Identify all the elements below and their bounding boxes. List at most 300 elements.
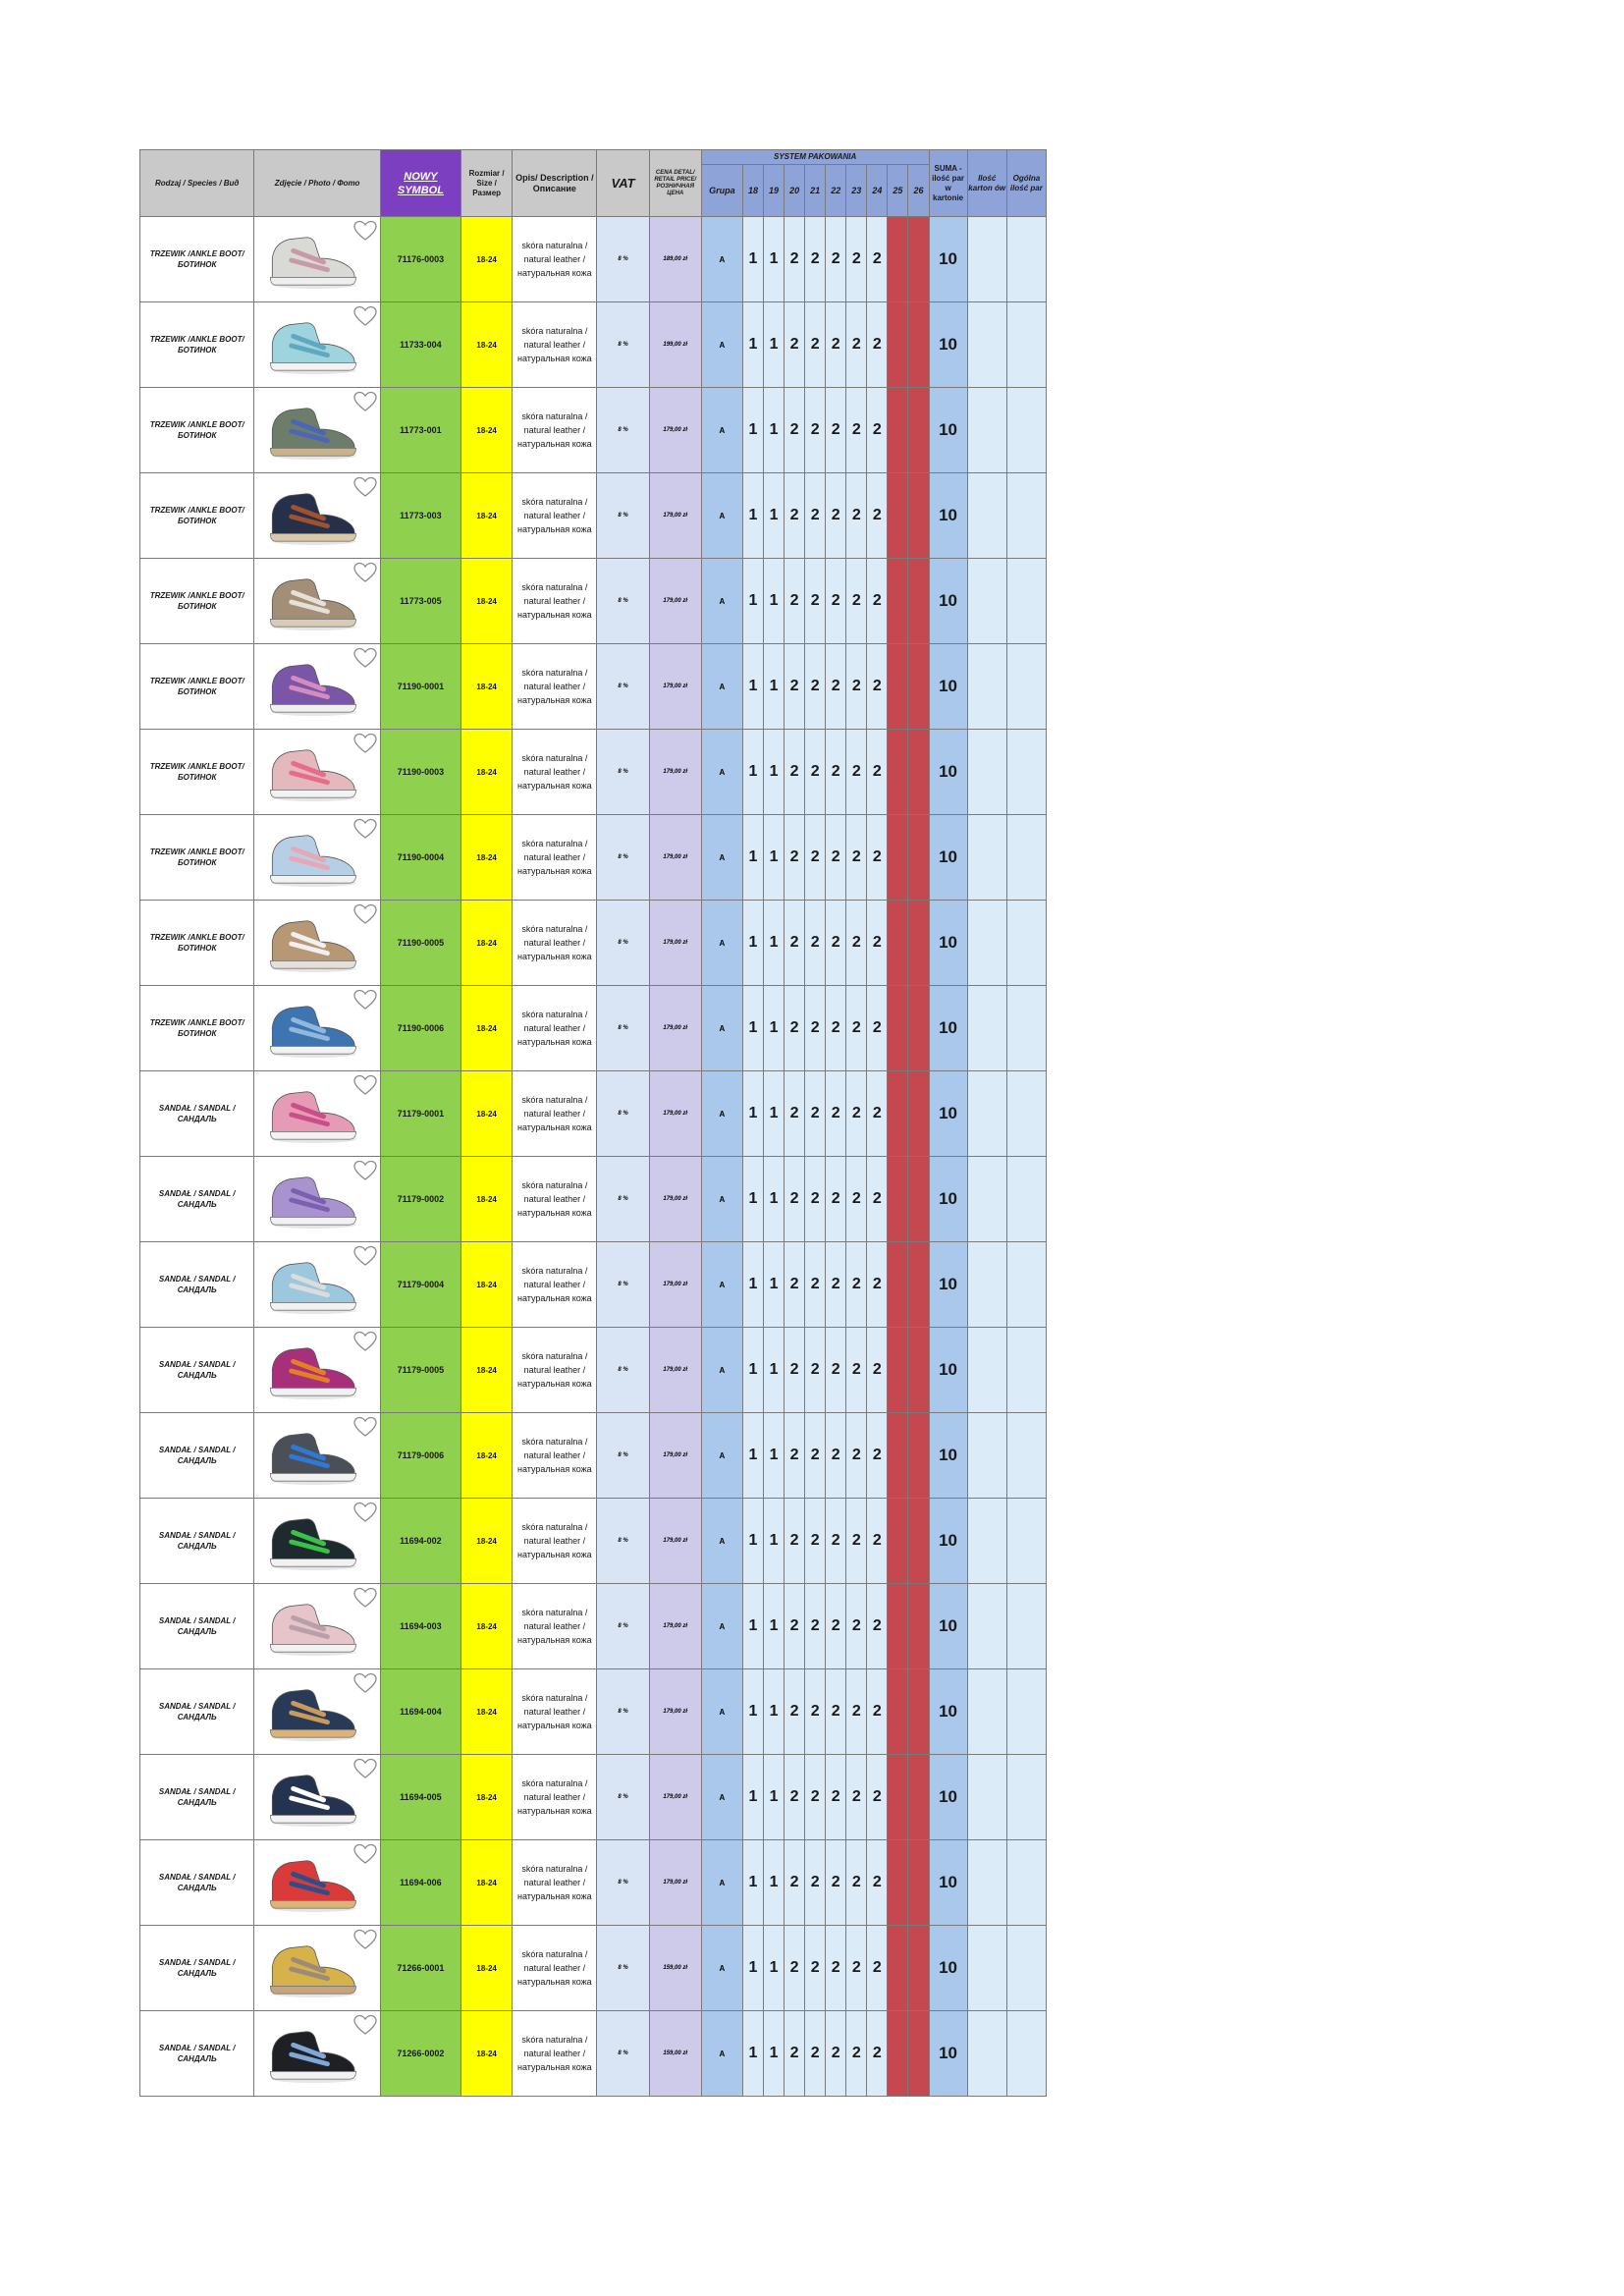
product-photo: [254, 1840, 380, 1926]
pack-qty-size-26: [908, 986, 929, 1071]
pack-qty-size-19: 1: [764, 388, 785, 473]
product-symbol: 71179-0006: [380, 1413, 460, 1499]
header-size-24: 24: [867, 165, 888, 217]
pairs-per-carton: 10: [929, 1926, 967, 2011]
pack-qty-size-20: 2: [785, 730, 805, 815]
pack-qty-size-19: 1: [764, 1157, 785, 1242]
pairs-per-carton: 10: [929, 388, 967, 473]
total-pairs-input[interactable]: [1006, 1242, 1046, 1328]
product-vat: 8 %: [597, 901, 649, 986]
pack-qty-size-26: [908, 559, 929, 644]
heart-outline-icon[interactable]: [353, 476, 377, 498]
header-size-22: 22: [826, 165, 846, 217]
pack-qty-size-18: 1: [742, 1584, 763, 1669]
product-description: skóra naturalna / natural leather / натуральная кожа: [513, 644, 597, 730]
pack-qty-size-25: [888, 1499, 908, 1584]
product-description: skóra naturalna / natural leather / натуральная кожа: [513, 1926, 597, 2011]
pack-qty-size-24: 2: [867, 1328, 888, 1413]
total-pairs-input[interactable]: [1006, 1071, 1046, 1157]
pack-qty-size-21: 2: [805, 1413, 826, 1499]
cartons-input[interactable]: [967, 473, 1006, 559]
pack-qty-size-19: 1: [764, 1242, 785, 1328]
product-photo: [254, 1755, 380, 1840]
pack-qty-size-23: 2: [846, 1840, 867, 1926]
product-size-range: 18-24: [461, 473, 513, 559]
pack-qty-size-23: 2: [846, 730, 867, 815]
cartons-input[interactable]: [967, 1840, 1006, 1926]
pairs-per-carton: 10: [929, 730, 967, 815]
cartons-input[interactable]: [967, 815, 1006, 901]
pack-qty-size-23: 2: [846, 388, 867, 473]
product-description: skóra naturalna / natural leather / натуральная кожа: [513, 1499, 597, 1584]
product-photo: [254, 217, 380, 302]
heart-outline-icon[interactable]: [353, 1672, 377, 1694]
product-photo: [254, 1413, 380, 1499]
pairs-per-carton: 10: [929, 1157, 967, 1242]
product-group: A: [701, 1926, 742, 2011]
heart-outline-icon[interactable]: [353, 562, 377, 583]
product-description: skóra naturalna / natural leather / натуральная кожа: [513, 901, 597, 986]
product-description: skóra naturalna / natural leather / натуральная кожа: [513, 559, 597, 644]
shoe-image: [264, 486, 360, 547]
product-symbol: 71179-0004: [380, 1242, 460, 1328]
product-price: 179,00 zł: [649, 473, 701, 559]
product-group: A: [701, 2011, 742, 2097]
header-packing-system: SYSTEM PAKOWANIA: [701, 150, 929, 165]
total-pairs-input[interactable]: [1006, 1413, 1046, 1499]
product-price: 179,00 zł: [649, 1328, 701, 1413]
heart-outline-icon[interactable]: [353, 903, 377, 925]
pack-qty-size-22: 2: [826, 2011, 846, 2097]
heart-outline-icon[interactable]: [353, 1331, 377, 1352]
heart-outline-icon[interactable]: [353, 305, 377, 327]
product-price: 159,00 zł: [649, 2011, 701, 2097]
pack-qty-size-21: 2: [805, 815, 826, 901]
product-description: skóra naturalna / natural leather / натуральная кожа: [513, 1669, 597, 1755]
header-symbol: NOWY SYMBOL: [380, 150, 460, 217]
product-photo: [254, 1584, 380, 1669]
pack-qty-size-24: 2: [867, 730, 888, 815]
product-group: A: [701, 388, 742, 473]
product-type: TRZEWIK /ANKLE BOOT/ БОТИНОК: [140, 901, 254, 986]
product-symbol: 71266-0001: [380, 1926, 460, 2011]
product-vat: 8 %: [597, 644, 649, 730]
header-size-18: 18: [742, 165, 763, 217]
pack-qty-size-20: 2: [785, 1071, 805, 1157]
product-price: 179,00 zł: [649, 1669, 701, 1755]
pack-qty-size-18: 1: [742, 302, 763, 388]
pairs-per-carton: 10: [929, 815, 967, 901]
pack-qty-size-18: 1: [742, 986, 763, 1071]
pack-qty-size-22: 2: [826, 1755, 846, 1840]
product-size-range: 18-24: [461, 1157, 513, 1242]
product-type: TRZEWIK /ANKLE BOOT/ БОТИНОК: [140, 730, 254, 815]
heart-outline-icon[interactable]: [353, 1587, 377, 1609]
product-symbol: 11773-005: [380, 559, 460, 644]
cartons-input[interactable]: [967, 1157, 1006, 1242]
pack-qty-size-22: 2: [826, 1242, 846, 1328]
pack-qty-size-22: 2: [826, 559, 846, 644]
pack-qty-size-18: 1: [742, 815, 763, 901]
pack-qty-size-20: 2: [785, 644, 805, 730]
total-pairs-input[interactable]: [1006, 1328, 1046, 1413]
heart-outline-icon[interactable]: [353, 2014, 377, 2036]
pack-qty-size-19: 1: [764, 2011, 785, 2097]
product-group: A: [701, 1499, 742, 1584]
total-pairs-input[interactable]: [1006, 473, 1046, 559]
pack-qty-size-22: 2: [826, 1499, 846, 1584]
heart-outline-icon[interactable]: [353, 220, 377, 242]
pack-qty-size-19: 1: [764, 1669, 785, 1755]
pack-qty-size-19: 1: [764, 901, 785, 986]
pack-qty-size-24: 2: [867, 1242, 888, 1328]
cartons-input[interactable]: [967, 1926, 1006, 2011]
product-photo: [254, 644, 380, 730]
product-price: 179,00 zł: [649, 1413, 701, 1499]
pack-qty-size-18: 1: [742, 559, 763, 644]
pack-qty-size-26: [908, 302, 929, 388]
pack-qty-size-24: 2: [867, 1755, 888, 1840]
cartons-input[interactable]: [967, 559, 1006, 644]
pack-qty-size-22: 2: [826, 473, 846, 559]
product-size-range: 18-24: [461, 1669, 513, 1755]
pack-qty-size-24: 2: [867, 1071, 888, 1157]
shoe-image: [264, 1682, 360, 1743]
product-size-range: 18-24: [461, 1328, 513, 1413]
pack-qty-size-18: 1: [742, 1071, 763, 1157]
pack-qty-size-19: 1: [764, 1499, 785, 1584]
pack-qty-size-20: 2: [785, 388, 805, 473]
product-size-range: 18-24: [461, 1242, 513, 1328]
pack-qty-size-19: 1: [764, 1328, 785, 1413]
cartons-input[interactable]: [967, 388, 1006, 473]
cartons-input[interactable]: [967, 730, 1006, 815]
product-vat: 8 %: [597, 388, 649, 473]
product-size-range: 18-24: [461, 1840, 513, 1926]
pack-qty-size-21: 2: [805, 302, 826, 388]
total-pairs-input[interactable]: [1006, 815, 1046, 901]
product-group: A: [701, 1755, 742, 1840]
header-type: Rodzaj / Species / Вид: [140, 150, 254, 217]
product-type: SANDAŁ / SANDAL / САНДАЛЬ: [140, 1755, 254, 1840]
pack-qty-size-22: 2: [826, 1584, 846, 1669]
heart-outline-icon[interactable]: [353, 818, 377, 840]
pack-qty-size-21: 2: [805, 1669, 826, 1755]
heart-outline-icon[interactable]: [353, 391, 377, 412]
pack-qty-size-23: 2: [846, 1242, 867, 1328]
header-size-21: 21: [805, 165, 826, 217]
product-vat: 8 %: [597, 1071, 649, 1157]
pack-qty-size-18: 1: [742, 1669, 763, 1755]
pack-qty-size-21: 2: [805, 217, 826, 302]
pack-qty-size-24: 2: [867, 302, 888, 388]
pack-qty-size-21: 2: [805, 1071, 826, 1157]
pack-qty-size-18: 1: [742, 1926, 763, 2011]
pack-qty-size-18: 1: [742, 730, 763, 815]
table-row: [140, 1926, 1047, 2011]
cartons-input[interactable]: [967, 1584, 1006, 1669]
total-pairs-input[interactable]: [1006, 1499, 1046, 1584]
product-description: skóra naturalna / natural leather / натуральная кожа: [513, 1840, 597, 1926]
cartons-input[interactable]: [967, 1755, 1006, 1840]
heart-outline-icon[interactable]: [353, 1502, 377, 1523]
product-type: SANDAŁ / SANDAL / САНДАЛЬ: [140, 1242, 254, 1328]
pack-qty-size-25: [888, 388, 908, 473]
product-vat: 8 %: [597, 1926, 649, 2011]
product-price: 179,00 zł: [649, 1242, 701, 1328]
product-description: skóra naturalna / natural leather / натуральная кожа: [513, 388, 597, 473]
table-row: [140, 1499, 1047, 1584]
pack-qty-size-21: 2: [805, 730, 826, 815]
pack-qty-size-18: 1: [742, 388, 763, 473]
product-group: A: [701, 302, 742, 388]
total-pairs-input[interactable]: [1006, 644, 1046, 730]
pack-qty-size-22: 2: [826, 644, 846, 730]
pack-qty-size-23: 2: [846, 559, 867, 644]
cartons-input[interactable]: [967, 217, 1006, 302]
pack-qty-size-25: [888, 1926, 908, 2011]
pack-qty-size-20: 2: [785, 815, 805, 901]
pack-qty-size-24: 2: [867, 644, 888, 730]
total-pairs-input[interactable]: [1006, 901, 1046, 986]
product-group: A: [701, 901, 742, 986]
pack-qty-size-24: 2: [867, 1840, 888, 1926]
pack-qty-size-23: 2: [846, 1499, 867, 1584]
product-vat: 8 %: [597, 815, 649, 901]
pack-qty-size-24: 2: [867, 559, 888, 644]
heart-outline-icon[interactable]: [353, 989, 377, 1011]
heart-outline-icon[interactable]: [353, 1929, 377, 1950]
product-group: A: [701, 473, 742, 559]
product-price: 179,00 zł: [649, 1584, 701, 1669]
table-row: [140, 1584, 1047, 1669]
pack-qty-size-23: 2: [846, 901, 867, 986]
pack-qty-size-24: 2: [867, 1669, 888, 1755]
pack-qty-size-26: [908, 1755, 929, 1840]
cartons-input[interactable]: [967, 1499, 1006, 1584]
pack-qty-size-18: 1: [742, 1840, 763, 1926]
pairs-per-carton: 10: [929, 901, 967, 986]
product-price: 179,00 zł: [649, 1071, 701, 1157]
product-group: A: [701, 815, 742, 901]
pack-qty-size-26: [908, 2011, 929, 2097]
product-group: A: [701, 1840, 742, 1926]
pack-qty-size-26: [908, 473, 929, 559]
product-type: TRZEWIK /ANKLE BOOT/ БОТИНОК: [140, 473, 254, 559]
pack-qty-size-26: [908, 1926, 929, 2011]
cartons-input[interactable]: [967, 1071, 1006, 1157]
shoe-image: [264, 1084, 360, 1145]
product-type: SANDAŁ / SANDAL / САНДАЛЬ: [140, 1584, 254, 1669]
product-type: SANDAŁ / SANDAL / САНДАЛЬ: [140, 1499, 254, 1584]
pack-qty-size-19: 1: [764, 730, 785, 815]
product-size-range: 18-24: [461, 1413, 513, 1499]
pack-qty-size-26: [908, 388, 929, 473]
product-group: A: [701, 1242, 742, 1328]
pack-qty-size-25: [888, 1755, 908, 1840]
product-price: 179,00 zł: [649, 388, 701, 473]
pack-qty-size-20: 2: [785, 1755, 805, 1840]
product-vat: 8 %: [597, 1584, 649, 1669]
pairs-per-carton: 10: [929, 473, 967, 559]
cartons-input[interactable]: [967, 986, 1006, 1071]
total-pairs-input[interactable]: [1006, 1669, 1046, 1755]
product-description: skóra naturalna / natural leather / натуральная кожа: [513, 2011, 597, 2097]
total-pairs-input[interactable]: [1006, 1926, 1046, 2011]
header-size-25: 25: [888, 165, 908, 217]
total-pairs-input[interactable]: [1006, 1840, 1046, 1926]
pack-qty-size-20: 2: [785, 559, 805, 644]
pack-qty-size-18: 1: [742, 1242, 763, 1328]
pack-qty-size-19: 1: [764, 644, 785, 730]
pack-qty-size-18: 1: [742, 473, 763, 559]
pack-qty-size-22: 2: [826, 1328, 846, 1413]
total-pairs-input[interactable]: [1006, 1584, 1046, 1669]
cartons-input[interactable]: [967, 644, 1006, 730]
product-size-range: 18-24: [461, 644, 513, 730]
heart-outline-icon[interactable]: [353, 1160, 377, 1181]
shoe-image: [264, 572, 360, 632]
total-pairs-input[interactable]: [1006, 1157, 1046, 1242]
pack-qty-size-20: 2: [785, 2011, 805, 2097]
pack-qty-size-21: 2: [805, 1242, 826, 1328]
table-row: [140, 559, 1047, 644]
pack-qty-size-26: [908, 1413, 929, 1499]
pairs-per-carton: 10: [929, 302, 967, 388]
cartons-input[interactable]: [967, 1328, 1006, 1413]
pack-qty-size-22: 2: [826, 901, 846, 986]
pack-qty-size-20: 2: [785, 1584, 805, 1669]
total-pairs-input[interactable]: [1006, 217, 1046, 302]
pack-qty-size-19: 1: [764, 1840, 785, 1926]
cartons-input[interactable]: [967, 1242, 1006, 1328]
heart-outline-icon[interactable]: [353, 647, 377, 669]
pack-qty-size-20: 2: [785, 1499, 805, 1584]
product-symbol: 71179-0001: [380, 1071, 460, 1157]
product-photo: [254, 1499, 380, 1584]
product-group: A: [701, 1157, 742, 1242]
product-group: A: [701, 217, 742, 302]
product-photo: [254, 2011, 380, 2097]
product-size-range: 18-24: [461, 388, 513, 473]
product-symbol: 11694-004: [380, 1669, 460, 1755]
product-price: 179,00 zł: [649, 986, 701, 1071]
product-size-range: 18-24: [461, 559, 513, 644]
pack-qty-size-25: [888, 1328, 908, 1413]
pairs-per-carton: 10: [929, 1413, 967, 1499]
cartons-input[interactable]: [967, 302, 1006, 388]
pack-qty-size-23: 2: [846, 1755, 867, 1840]
shoe-image: [264, 828, 360, 889]
shoe-image: [264, 1255, 360, 1316]
product-symbol: 71190-0005: [380, 901, 460, 986]
pack-qty-size-18: 1: [742, 901, 763, 986]
product-photo: [254, 815, 380, 901]
product-group: A: [701, 559, 742, 644]
total-pairs-input[interactable]: [1006, 730, 1046, 815]
product-size-range: 18-24: [461, 1071, 513, 1157]
total-pairs-input[interactable]: [1006, 302, 1046, 388]
product-price: 179,00 zł: [649, 815, 701, 901]
pack-qty-size-22: 2: [826, 1669, 846, 1755]
shoe-image: [264, 1426, 360, 1487]
header-sum: SUMA - ilość par w kartonie: [929, 150, 967, 217]
pack-qty-size-20: 2: [785, 901, 805, 986]
pack-qty-size-23: 2: [846, 1926, 867, 2011]
product-symbol: 11694-003: [380, 1584, 460, 1669]
pack-qty-size-25: [888, 1413, 908, 1499]
pack-qty-size-23: 2: [846, 1584, 867, 1669]
product-vat: 8 %: [597, 2011, 649, 2097]
product-size-range: 18-24: [461, 1499, 513, 1584]
cartons-input[interactable]: [967, 901, 1006, 986]
pack-qty-size-20: 2: [785, 1926, 805, 2011]
pack-qty-size-20: 2: [785, 217, 805, 302]
pack-qty-size-22: 2: [826, 1413, 846, 1499]
heart-outline-icon[interactable]: [353, 1074, 377, 1096]
header-photo: Zdjęcie / Photo / Фото: [254, 150, 380, 217]
product-type: SANDAŁ / SANDAL / САНДАЛЬ: [140, 1071, 254, 1157]
pairs-per-carton: 10: [929, 2011, 967, 2097]
table-row: [140, 644, 1047, 730]
cartons-input[interactable]: [967, 1413, 1006, 1499]
pack-qty-size-23: 2: [846, 986, 867, 1071]
heart-outline-icon[interactable]: [353, 1416, 377, 1438]
product-photo: [254, 1926, 380, 2011]
product-photo: [254, 1669, 380, 1755]
pack-qty-size-18: 1: [742, 1499, 763, 1584]
product-symbol: 71179-0002: [380, 1157, 460, 1242]
product-vat: 8 %: [597, 1499, 649, 1584]
pack-qty-size-23: 2: [846, 2011, 867, 2097]
heart-outline-icon[interactable]: [353, 1843, 377, 1865]
table-row: [140, 986, 1047, 1071]
product-type: TRZEWIK /ANKLE BOOT/ БОТИНОК: [140, 559, 254, 644]
pack-qty-size-22: 2: [826, 217, 846, 302]
product-photo: [254, 1242, 380, 1328]
table-row: [140, 1755, 1047, 1840]
heart-outline-icon[interactable]: [353, 1758, 377, 1779]
pack-qty-size-23: 2: [846, 1669, 867, 1755]
product-size-range: 18-24: [461, 730, 513, 815]
total-pairs-input[interactable]: [1006, 559, 1046, 644]
product-vat: 8 %: [597, 1755, 649, 1840]
pack-qty-size-21: 2: [805, 1755, 826, 1840]
product-vat: 8 %: [597, 1242, 649, 1328]
cartons-input[interactable]: [967, 1669, 1006, 1755]
product-photo: [254, 1071, 380, 1157]
pack-qty-size-24: 2: [867, 815, 888, 901]
product-vat: 8 %: [597, 986, 649, 1071]
pack-qty-size-23: 2: [846, 473, 867, 559]
product-description: skóra naturalna / natural leather / натуральная кожа: [513, 815, 597, 901]
heart-outline-icon[interactable]: [353, 733, 377, 754]
heart-outline-icon[interactable]: [353, 1245, 377, 1267]
product-photo: [254, 986, 380, 1071]
product-price: 189,00 zł: [649, 217, 701, 302]
cartons-input[interactable]: [967, 2011, 1006, 2097]
total-pairs-input[interactable]: [1006, 388, 1046, 473]
product-size-range: 18-24: [461, 815, 513, 901]
total-pairs-input[interactable]: [1006, 1755, 1046, 1840]
product-type: SANDAŁ / SANDAL / САНДАЛЬ: [140, 1328, 254, 1413]
pack-qty-size-24: 2: [867, 473, 888, 559]
pairs-per-carton: 10: [929, 559, 967, 644]
product-size-range: 18-24: [461, 1584, 513, 1669]
total-pairs-input[interactable]: [1006, 986, 1046, 1071]
pack-qty-size-18: 1: [742, 1328, 763, 1413]
total-pairs-input[interactable]: [1006, 2011, 1046, 2097]
